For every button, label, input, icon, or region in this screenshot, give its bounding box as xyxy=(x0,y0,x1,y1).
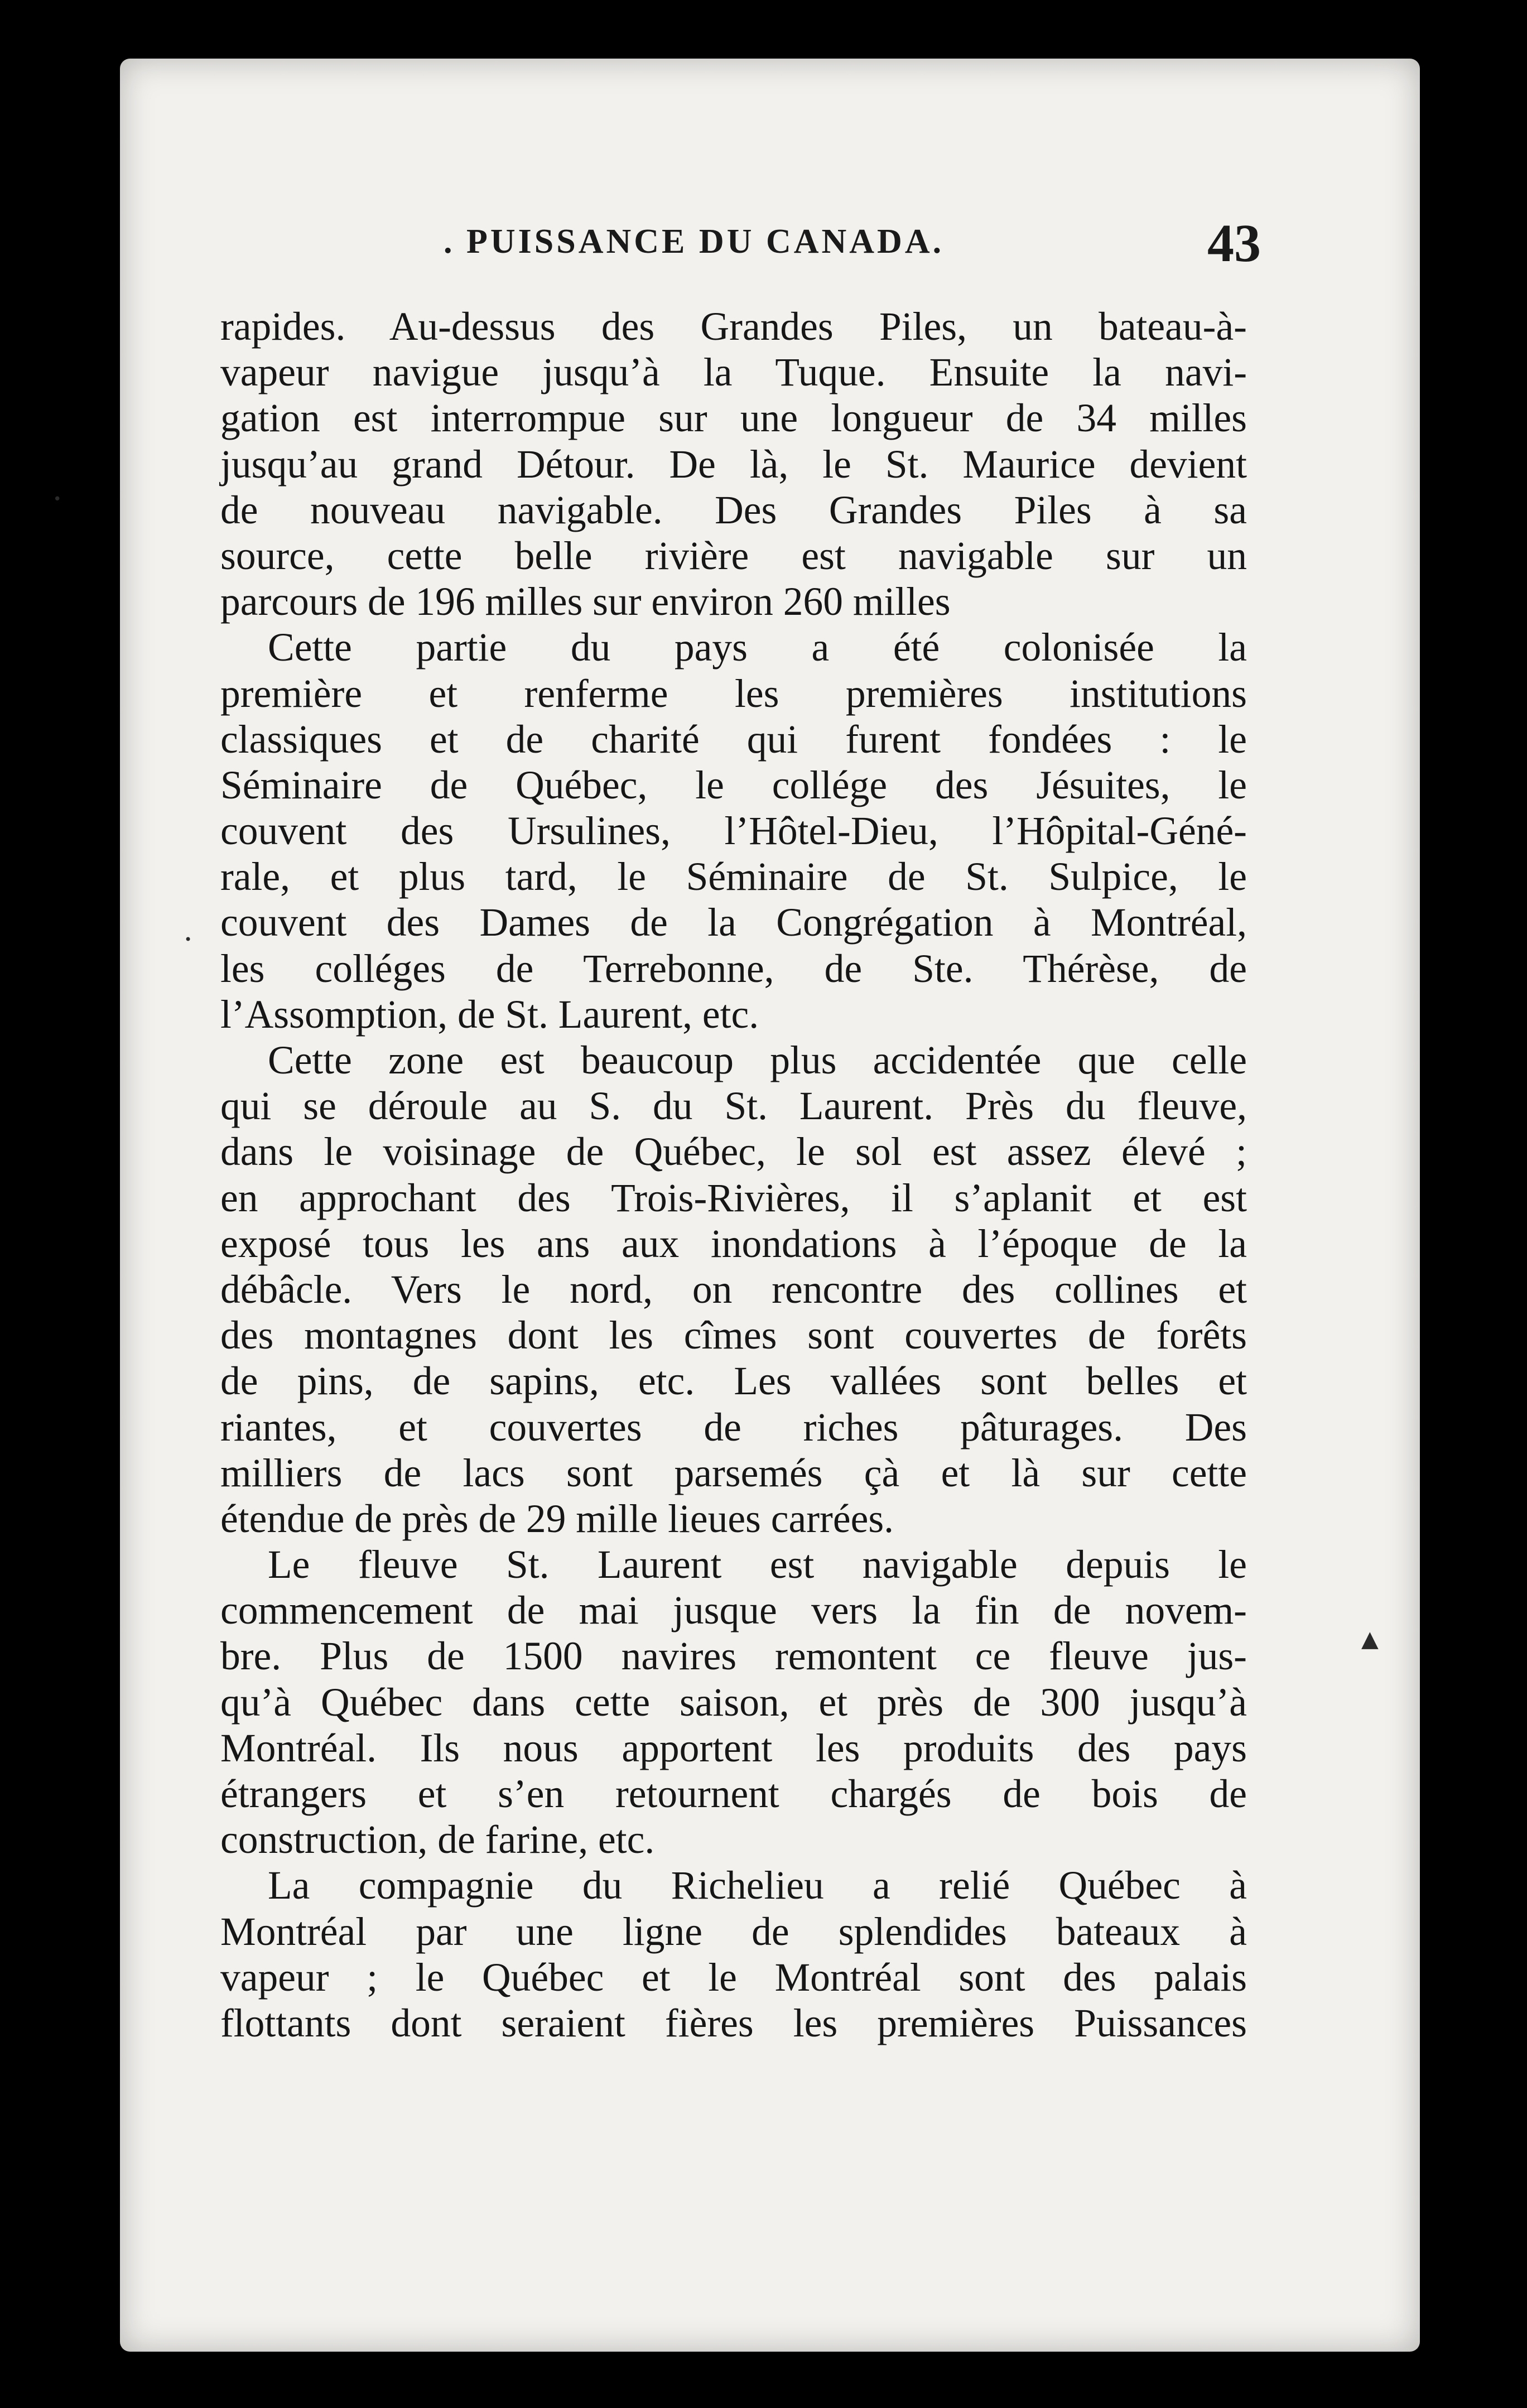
text-line: exposé tous les ans aux inondations à l’époque de la xyxy=(220,1221,1247,1266)
page-header xyxy=(312,212,1261,273)
scan-speck: ▲ xyxy=(1361,1626,1379,1652)
text-line: première et renferme les premières institutions xyxy=(220,671,1247,716)
text-line: Montréal par une ligne de splendides bateaux à xyxy=(220,1909,1247,1954)
text-line: dans le voisinage de Québec, le sol est assez élevé ; xyxy=(220,1130,1247,1174)
text-line: en approchant des Trois-Rivières, il s’aplanit et est xyxy=(220,1176,1247,1220)
text-line: classiques et de charité qui furent fondées : le xyxy=(220,717,1247,762)
text-line: flottants dont seraient fières les premières Puissances xyxy=(220,2001,1247,2045)
text-line: couvent des Dames de la Congrégation à Montréal, xyxy=(220,900,1247,945)
running-title: . PUISSANCE DU CANADA. xyxy=(444,223,945,261)
paragraph-first-line: Cette partie du pays a été colonisée la xyxy=(268,625,1247,670)
text-line: rapides. Au-dessus des Grandes Piles, un bateau-à- xyxy=(220,305,1247,349)
text-line: gation est interrompue sur une longueur de 34 milles xyxy=(220,396,1247,441)
text-line: couvent des Ursulines, l’Hôtel-Dieu, l’Hôpital-Géné- xyxy=(220,809,1247,854)
text-line: milliers de lacs sont parsemés çà et là sur cette xyxy=(220,1451,1247,1495)
text-line: source, cette belle rivière est navigable sur un xyxy=(220,533,1247,578)
text-line: construction, de farine, etc. xyxy=(220,1818,655,1862)
scan-speck: • xyxy=(184,932,192,947)
text-line: les colléges de Terrebonne, de Ste. Thérèse, de xyxy=(220,946,1247,991)
text-line: Séminaire de Québec, le collége des Jésuites, le xyxy=(220,763,1247,807)
text-line: bre. Plus de 1500 navires remontent ce fleuve jus- xyxy=(220,1634,1247,1679)
text-line: étrangers et s’en retournent chargés de bois de xyxy=(220,1772,1247,1816)
paragraph-first-line: La compagnie du Richelieu a relié Québec à xyxy=(268,1863,1247,1908)
text-line: vapeur ; le Québec et le Montréal sont des palais xyxy=(220,1955,1247,2000)
text-line: rale, et plus tard, le Séminaire de St. Sulpice, le xyxy=(220,855,1247,899)
text-line: Montréal. Ils nous apportent les produits des pays xyxy=(220,1726,1247,1770)
body-text xyxy=(220,304,1247,2046)
text-line: étendue de près de 29 mille lieues carrées. xyxy=(220,1496,894,1541)
paragraph-first-line: Le fleuve St. Laurent est navigable depuis le xyxy=(268,1543,1247,1587)
text-line: qu’à Québec dans cette saison, et près de 300 jusqu’à xyxy=(220,1680,1247,1725)
paragraph-first-line: Cette zone est beaucoup plus accidentée que celle xyxy=(268,1038,1247,1082)
text-line: vapeur navigue jusqu’à la Tuque. Ensuite la navi- xyxy=(220,350,1247,395)
text-line: des montagnes dont les cîmes sont couvertes de forêts xyxy=(220,1313,1247,1358)
text-line: qui se déroule au S. du St. Laurent. Près du fleuve, xyxy=(220,1084,1247,1129)
text-line: de nouveau navigable. Des Grandes Piles à sa xyxy=(220,488,1247,532)
text-line: jusqu’au grand Détour. De là, le St. Maurice devient xyxy=(220,442,1247,487)
text-line: commencement de mai jusque vers la fin de novem- xyxy=(220,1588,1247,1633)
text-line: parcours de 196 milles sur environ 260 milles xyxy=(220,580,951,624)
text-line: riantes, et couvertes de riches pâturages. Des xyxy=(220,1405,1247,1449)
text-line: débâcle. Vers le nord, on rencontre des collines et xyxy=(220,1267,1247,1312)
text-line: de pins, de sapins, etc. Les vallées sont belles et xyxy=(220,1359,1247,1404)
scan-speck: • xyxy=(53,491,62,508)
text-line: l’Assomption, de St. Laurent, etc. xyxy=(220,992,759,1037)
page-number: 43 xyxy=(1207,213,1261,273)
